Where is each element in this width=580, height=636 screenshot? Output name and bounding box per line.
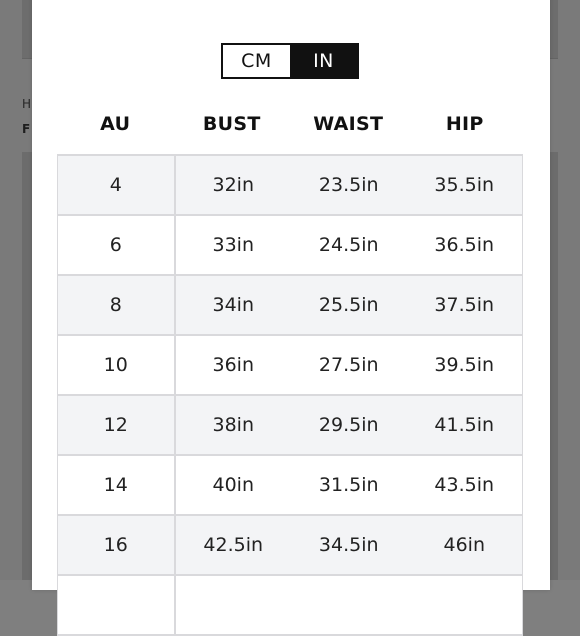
background-product-image xyxy=(22,152,32,580)
cell-waist: 23.5in xyxy=(318,174,379,196)
table-row xyxy=(57,516,523,576)
size-table xyxy=(57,154,523,636)
cell-waist: 29.5in xyxy=(318,414,379,436)
header-waist: WAIST xyxy=(313,113,384,135)
cell-hip: 37.5in xyxy=(434,294,495,316)
cell-au: 16 xyxy=(58,516,176,574)
background-breadcrumb: H xyxy=(22,97,32,111)
cell-bust xyxy=(176,576,292,634)
unit-toggle xyxy=(221,43,359,79)
size-guide-modal xyxy=(32,0,550,590)
cell-waist xyxy=(291,576,407,634)
cell-au: 6 xyxy=(58,216,176,274)
unit-cm-button[interactable]: CM xyxy=(223,45,290,77)
cell-bust: 40in xyxy=(212,474,254,496)
cell-waist: 25.5in xyxy=(318,294,379,316)
cell-au: 4 xyxy=(58,156,176,214)
cell-bust: 33in xyxy=(212,234,254,256)
cell-waist: 31.5in xyxy=(318,474,379,496)
table-row xyxy=(57,336,523,396)
cell-au: 14 xyxy=(58,456,176,514)
cell-bust: 32in xyxy=(212,174,254,196)
table-row xyxy=(57,576,523,636)
cell-hip: 46in xyxy=(443,534,485,556)
cell-hip xyxy=(407,576,523,634)
cell-au xyxy=(58,576,176,634)
cell-au: 12 xyxy=(58,396,176,454)
unit-in-button[interactable]: IN xyxy=(290,45,357,77)
header-bust: BUST xyxy=(202,113,261,135)
cell-waist: 24.5in xyxy=(318,234,379,256)
table-row xyxy=(57,216,523,276)
cell-hip: 36.5in xyxy=(434,234,495,256)
cell-bust: 34in xyxy=(212,294,254,316)
cell-hip: 39.5in xyxy=(434,354,495,376)
background-product-image-right xyxy=(550,152,558,580)
cell-au: 10 xyxy=(58,336,176,394)
size-table-header xyxy=(57,113,523,141)
header-hip: HIP xyxy=(445,113,484,135)
cell-bust: 42.5in xyxy=(203,534,264,556)
header-au: AU xyxy=(100,113,131,135)
table-row xyxy=(57,156,523,216)
cell-hip: 35.5in xyxy=(434,174,495,196)
table-row xyxy=(57,456,523,516)
cell-bust: 36in xyxy=(212,354,254,376)
cell-hip: 43.5in xyxy=(434,474,495,496)
background-product-title: F xyxy=(22,122,31,136)
cell-bust: 38in xyxy=(212,414,254,436)
table-row xyxy=(57,276,523,336)
cell-waist: 27.5in xyxy=(318,354,379,376)
table-row xyxy=(57,396,523,456)
cell-waist: 34.5in xyxy=(318,534,379,556)
cell-au: 8 xyxy=(58,276,176,334)
cell-hip: 41.5in xyxy=(434,414,495,436)
